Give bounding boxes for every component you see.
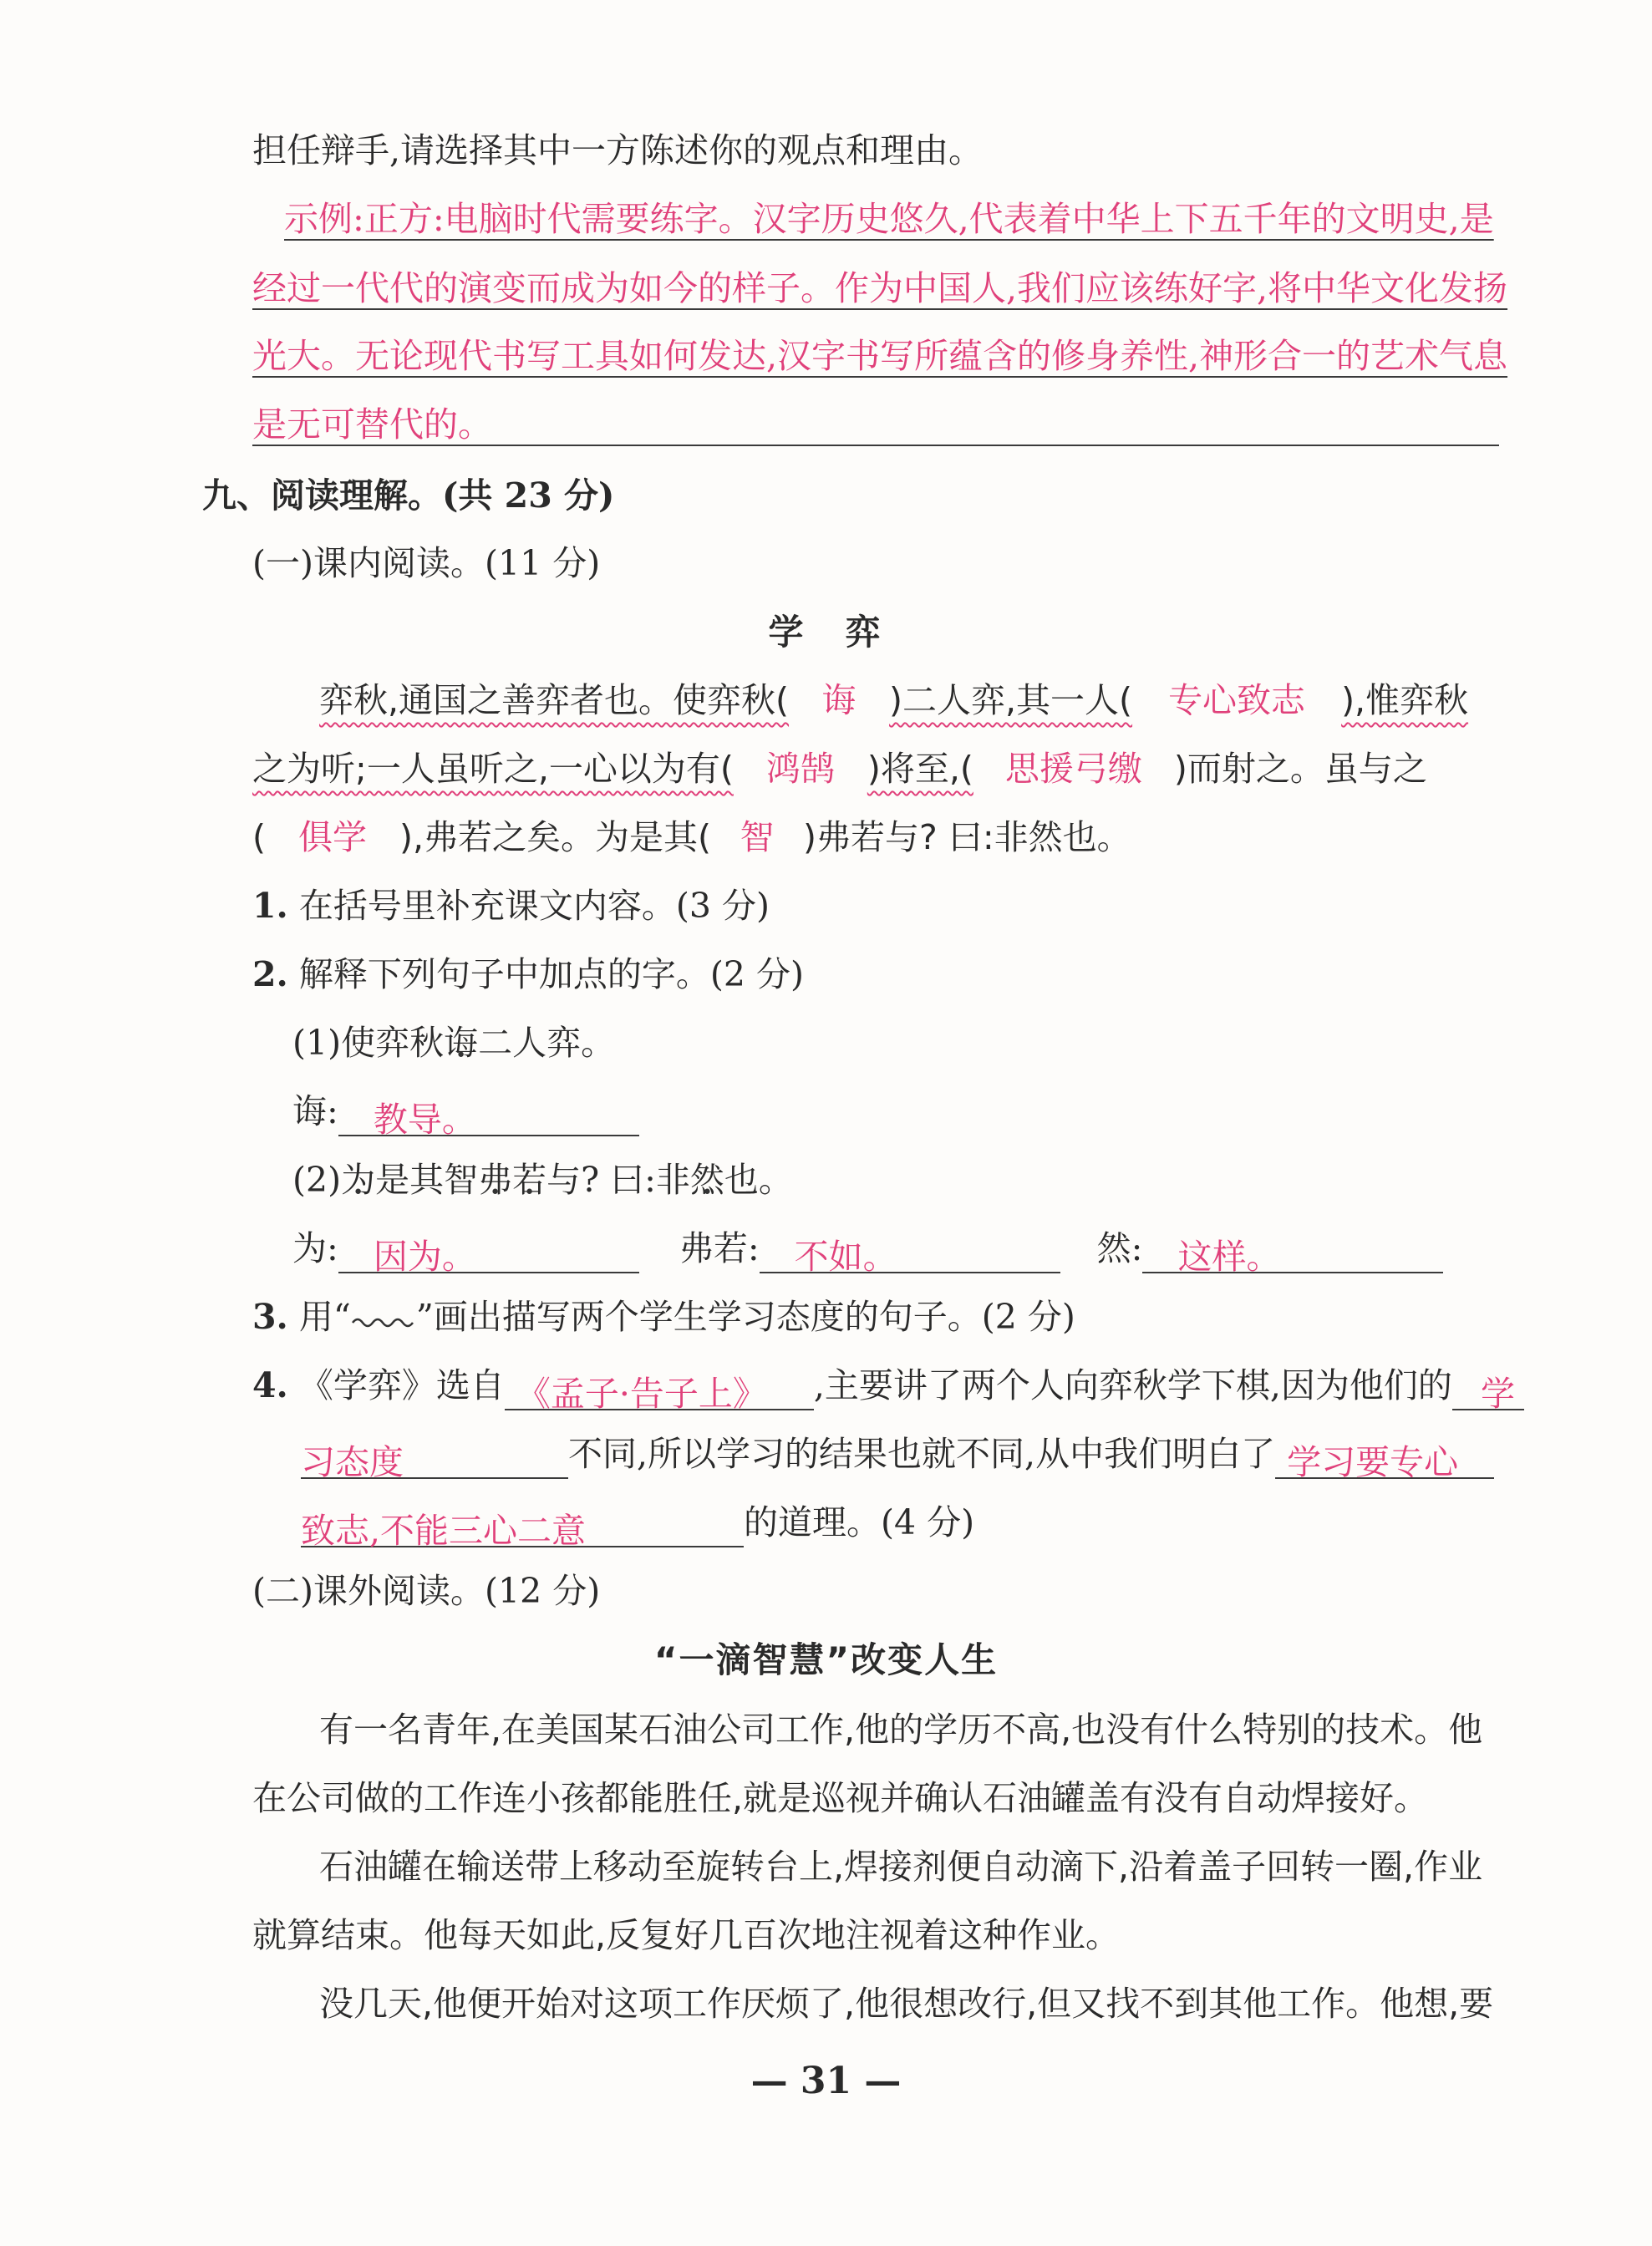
answer-line-4: 是无可替代的。	[252, 404, 492, 445]
passage-title: 学 弈	[768, 612, 884, 653]
passage-line-2: 之为听;一人虽听之,一心以为有( 鸿鹄 )将至,( 思援弓缴 )而射之。虽与之	[252, 744, 1427, 794]
passage2-title: “一滴智慧”改变人生	[653, 1639, 999, 1680]
passage2-line-5: 没几天,他便开始对这项工作厌烦了,他很想改行,但又找不到其他工作。他想,要	[319, 1984, 1494, 2024]
passage2-line-2: 在公司做的工作连小孩都能胜任,就是巡视并确认石油罐盖有没有自动焊接好。	[252, 1778, 1429, 1818]
answer-line-1: 示例:正方:电脑时代需要练字。汉字历史悠久,代表着中华上下五千年的文明史,是	[284, 199, 1494, 239]
part1-heading: (一)课内阅读。(11 分)	[252, 543, 601, 583]
question-4-line-3: 致志,不能三心二意 的道理。(4 分)	[301, 1502, 975, 1551]
blank-answer: 专心致志	[1168, 680, 1306, 720]
blank-answer: 智	[740, 817, 775, 857]
question-2: 2. 解释下列句子中加点的字。(2 分)	[252, 954, 804, 994]
part2-heading: (二)课外阅读。(12 分)	[252, 1571, 601, 1611]
question-1: 1. 在括号里补充课文内容。(3 分)	[252, 886, 770, 926]
answer-line-3: 光大。无论现代书写工具如何发达,汉字书写所蕴含的修身养性,神形合一的艺术气息	[252, 336, 1508, 376]
question-3: 3. 用“ ”画出描写两个学生学习态度的句子。(2 分)	[252, 1297, 1075, 1337]
passage2-line-1: 有一名青年,在美国某石油公司工作,他的学历不高,也没有什么特别的技术。他	[319, 1710, 1483, 1750]
q2-answer-2: 为: 因为。 弗若: 不如。 然: 这样。	[292, 1223, 1443, 1273]
section-heading: 九、阅读理解。(共 23 分)	[202, 475, 615, 516]
passage2-line-3: 石油罐在输送带上移动至旋转台上,焊接剂便自动滴下,沿着盖子回转一圈,作业	[319, 1847, 1483, 1887]
blank-answer: 诲	[821, 680, 856, 720]
passage2-line-4: 就算结束。他每天如此,反复好几百次地注视着这种作业。	[252, 1915, 1121, 1955]
blank-answer: 俱学	[298, 817, 367, 857]
answer-line-2: 经过一代代的演变而成为如今的样子。作为中国人,我们应该练好字,将中华文化发扬	[252, 268, 1508, 308]
blank-answer: 鸿鹄	[765, 749, 835, 789]
question-4-line-1: 4. 《学弈》选自 《孟子·告子上》 ,主要讲了两个人向弈秋学下棋,因为他们的 学	[252, 1360, 1524, 1410]
page-number: — 31 —	[750, 2060, 902, 2102]
question-intro-tail: 担任辩手,请选择其中一方陈述你的观点和理由。	[252, 130, 984, 170]
answer-rule	[252, 445, 1499, 446]
wavy-line-icon	[351, 1308, 416, 1333]
question-4-line-2: 习态度 不同,所以学习的结果也就不同,从中我们明白了 学习要专心	[301, 1429, 1494, 1479]
q2-sentence-1: (1)使弈秋诲二人弈。	[292, 1023, 616, 1063]
q2-sentence-2: (2)为是其智弗若与? 曰:非然也。	[292, 1160, 793, 1200]
q2-answer-1: 诲: 教导。	[292, 1086, 639, 1136]
blank-answer: 思援弓缴	[1004, 749, 1142, 789]
passage-line-1: 弈秋,通国之善弈者也。使弈秋( 诲 )二人弈,其一人( 专心致志 ),惟弈秋	[319, 675, 1468, 725]
passage-line-3: ( 俱学 ),弗若之矣。为是其( 智 )弗若与? 曰:非然也。	[252, 812, 1131, 862]
